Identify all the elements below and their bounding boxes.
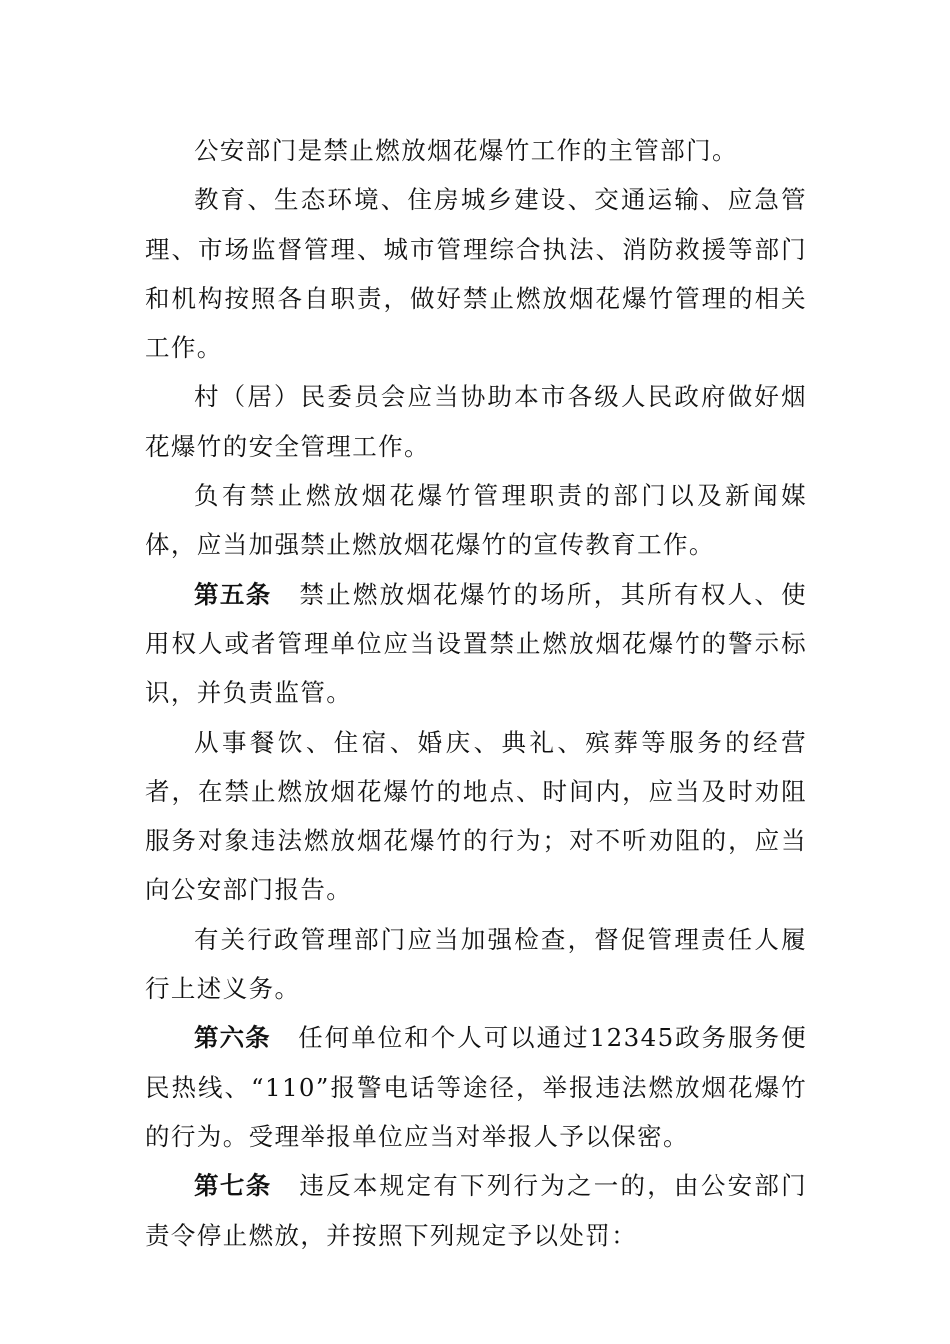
article-heading: 第六条 bbox=[194, 1023, 271, 1053]
paragraph-text: 禁止燃放烟花爆竹的场所，其所有权人、使用权人或者管理单位应当设置禁止燃放烟花爆竹的警示标识，并负责监管。 bbox=[145, 579, 807, 708]
article-6 bbox=[145, 1013, 807, 1161]
article-heading: 第七条 bbox=[194, 1171, 272, 1201]
paragraph-6 bbox=[145, 718, 807, 915]
article-heading: 第五条 bbox=[194, 579, 272, 609]
paragraph-1 bbox=[145, 126, 807, 175]
paragraph-text: 有关行政管理部门应当加强检查，督促管理责任人履行上述义务。 bbox=[145, 924, 807, 1004]
paragraph-2 bbox=[145, 175, 807, 372]
paragraph-4 bbox=[145, 471, 807, 570]
paragraph-text: 任何单位和个人可以通过12345政务服务便民热线、“110”报警电话等途径，举报违法燃放烟花爆竹的行为。受理举报单位应当对举报人予以保密。 bbox=[145, 1023, 808, 1151]
paragraph-text: 村（居）民委员会应当协助本市各级人民政府做好烟花爆竹的安全管理工作。 bbox=[145, 382, 807, 461]
article-5 bbox=[145, 570, 807, 718]
paragraph-text: 违反本规定有下列行为之一的，由公安部门责令停止燃放，并按照下列规定予以处罚： bbox=[145, 1171, 807, 1250]
paragraph-3 bbox=[145, 372, 807, 471]
paragraph-text: 公安部门是禁止燃放烟花爆竹工作的主管部门。 bbox=[194, 136, 738, 165]
article-7 bbox=[145, 1161, 807, 1260]
paragraph-7 bbox=[145, 915, 807, 1014]
document-page bbox=[145, 126, 807, 1260]
paragraph-text: 负有禁止燃放烟花爆竹管理职责的部门以及新闻媒体，应当加强禁止燃放烟花爆竹的宣传教育工作。 bbox=[145, 481, 807, 560]
paragraph-text: 从事餐饮、住宿、婚庆、典礼、殡葬等服务的经营者，在禁止燃放烟花爆竹的地点、时间内，应当及时劝阻服务对象违法燃放烟花爆竹的行为；对不听劝阻的，应当向公安部门报告。 bbox=[145, 727, 807, 905]
paragraph-text: 教育、生态环境、住房城乡建设、交通运输、应急管理、市场监督管理、城市管理综合执法、消防救援等部门和机构按照各自职责，做好禁止燃放烟花爆竹管理的相关工作。 bbox=[145, 185, 807, 363]
